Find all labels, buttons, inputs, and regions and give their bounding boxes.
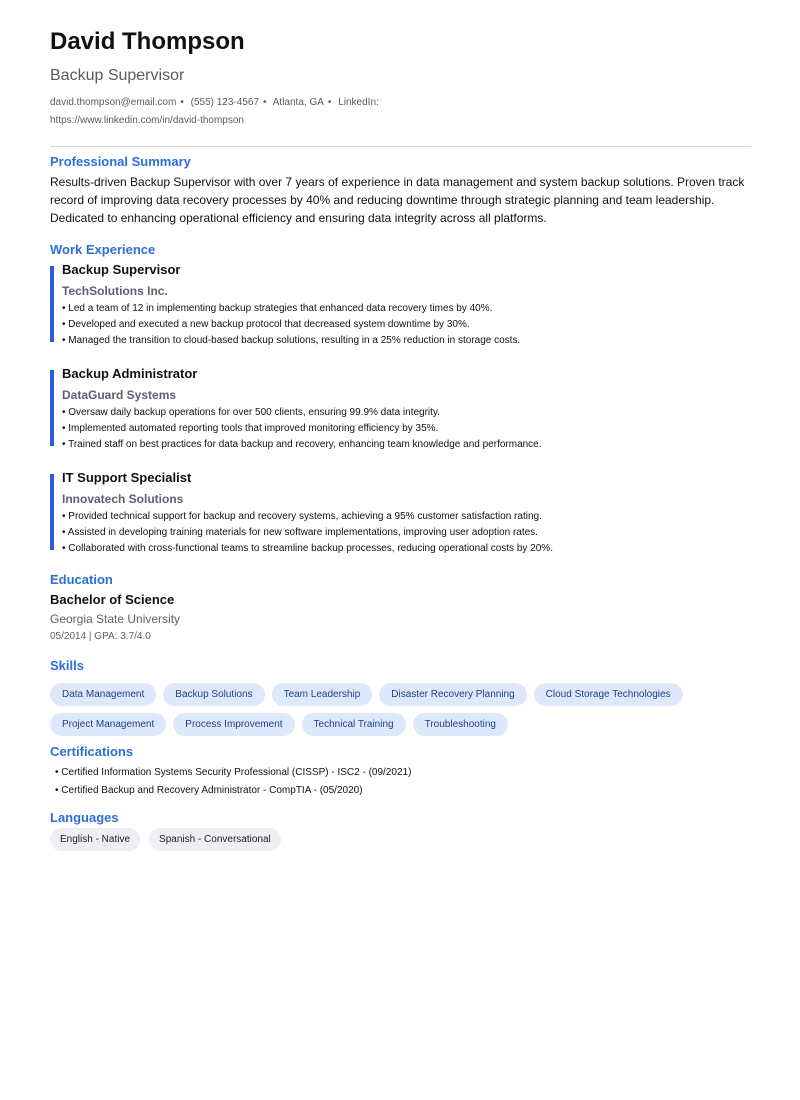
education-meta: 05/2014 | GPA: 3.7/4.0 xyxy=(50,631,151,642)
section-heading-skills: Skills xyxy=(50,658,84,673)
resume-page xyxy=(50,28,755,851)
job-bullet: • Oversaw daily backup operations for over 500 clients, ensuring 99.9% data integrity. xyxy=(62,407,440,418)
education-section xyxy=(50,571,755,645)
resume-header xyxy=(50,28,755,130)
contact-email[interactable]: david.thompson@email.com xyxy=(50,97,177,108)
job-bullet: • Developed and executed a new backup protocol that decreased system downtime by 30%. xyxy=(62,319,470,330)
summary-section xyxy=(50,153,755,227)
contact-info: david.thompson@email.com • (555) 123-4567 • Atlanta, GA • LinkedIn: https://www.linkedin.com/in/david-thompson xyxy=(50,97,379,126)
candidate-name: David Thompson xyxy=(50,28,245,55)
job-company: DataGuard Systems xyxy=(62,388,177,402)
section-heading-experience: Work Experience xyxy=(50,242,156,257)
summary-text: Results-driven Backup Supervisor with over 7 years of experience in data management and system backup solutions. Proven track record of improving data recovery processes by 40% and reducing downtime through strategic planning and team leadership. Dedicated to enhancing operational efficiency and ensuring data integrity across all platforms. xyxy=(50,175,745,225)
job-bullet: • Trained staff on best practices for data backup and recovery, enhancing team knowledge and performance. xyxy=(62,439,542,450)
job-entry xyxy=(50,261,755,349)
skill-chip: Process Improvement xyxy=(173,713,294,736)
job-bullet: • Managed the transition to cloud-based backup solutions, resulting in a 25% reduction in storage costs. xyxy=(62,335,521,346)
candidate-title: Backup Supervisor xyxy=(50,67,185,84)
job-bullets xyxy=(62,405,755,453)
job-title: Backup Administrator xyxy=(62,366,198,381)
skill-chip: Disaster Recovery Planning xyxy=(379,683,526,706)
section-heading-education: Education xyxy=(50,572,113,587)
education-school: Georgia State University xyxy=(50,612,181,626)
section-heading-languages: Languages xyxy=(50,810,119,825)
job-bullet: • Led a team of 12 in implementing backup strategies that enhanced data recovery times by 40%. xyxy=(62,303,493,314)
skill-chip: Backup Solutions xyxy=(163,683,264,706)
contact-linkedin-label: LinkedIn: xyxy=(338,97,379,108)
contact-phone: (555) 123-4567 xyxy=(190,97,260,108)
section-heading-certifications: Certifications xyxy=(50,744,134,759)
job-entry xyxy=(50,469,755,557)
header-divider xyxy=(50,146,751,147)
education-degree: Bachelor of Science xyxy=(50,592,175,607)
job-bullets xyxy=(62,301,755,349)
job-bullet: • Provided technical support for backup and recovery systems, achieving a 95% customer satisfaction rating. xyxy=(62,511,542,522)
skill-chip: Data Management xyxy=(50,683,156,706)
skill-chip: Cloud Storage Technologies xyxy=(534,683,683,706)
certification-item: • Certified Backup and Recovery Administrator - CompTIA - (05/2020) xyxy=(55,785,363,796)
job-title: IT Support Specialist xyxy=(62,470,192,485)
certifications-section xyxy=(50,743,755,800)
job-company: TechSolutions Inc. xyxy=(62,284,168,298)
languages-list xyxy=(50,828,755,851)
skills-list xyxy=(50,683,755,736)
certification-item: • Certified Information Systems Security Professional (CISSP) - ISC2 - (09/2021) xyxy=(55,767,412,778)
job-company: Innovatech Solutions xyxy=(62,492,184,506)
skill-chip: Troubleshooting xyxy=(413,713,508,736)
contact-linkedin-url[interactable]: https://www.linkedin.com/in/david-thompson xyxy=(50,115,244,126)
language-chip: Spanish - Conversational xyxy=(149,828,281,851)
job-bullet: • Collaborated with cross-functional teams to streamline backup processes, reducing operational costs by 20%. xyxy=(62,543,553,554)
languages-section xyxy=(50,809,755,851)
contact-location: Atlanta, GA xyxy=(272,97,324,108)
language-chip: English - Native xyxy=(50,828,140,851)
job-title: Backup Supervisor xyxy=(62,262,181,277)
skill-chip: Technical Training xyxy=(302,713,406,736)
section-heading-summary: Professional Summary xyxy=(50,154,191,169)
job-bullet: • Implemented automated reporting tools that improved monitoring efficiency by 35%. xyxy=(62,423,439,434)
job-accent-bar xyxy=(50,474,54,550)
skill-chip: Team Leadership xyxy=(272,683,373,706)
skills-section xyxy=(50,657,755,736)
skill-chip: Project Management xyxy=(50,713,166,736)
job-accent-bar xyxy=(50,370,54,446)
job-bullets xyxy=(62,509,755,557)
job-entry xyxy=(50,365,755,453)
experience-section xyxy=(50,241,755,557)
job-bullet: • Assisted in developing training materials for new software implementations, improving user adoption rates. xyxy=(62,527,538,538)
job-accent-bar xyxy=(50,266,54,342)
